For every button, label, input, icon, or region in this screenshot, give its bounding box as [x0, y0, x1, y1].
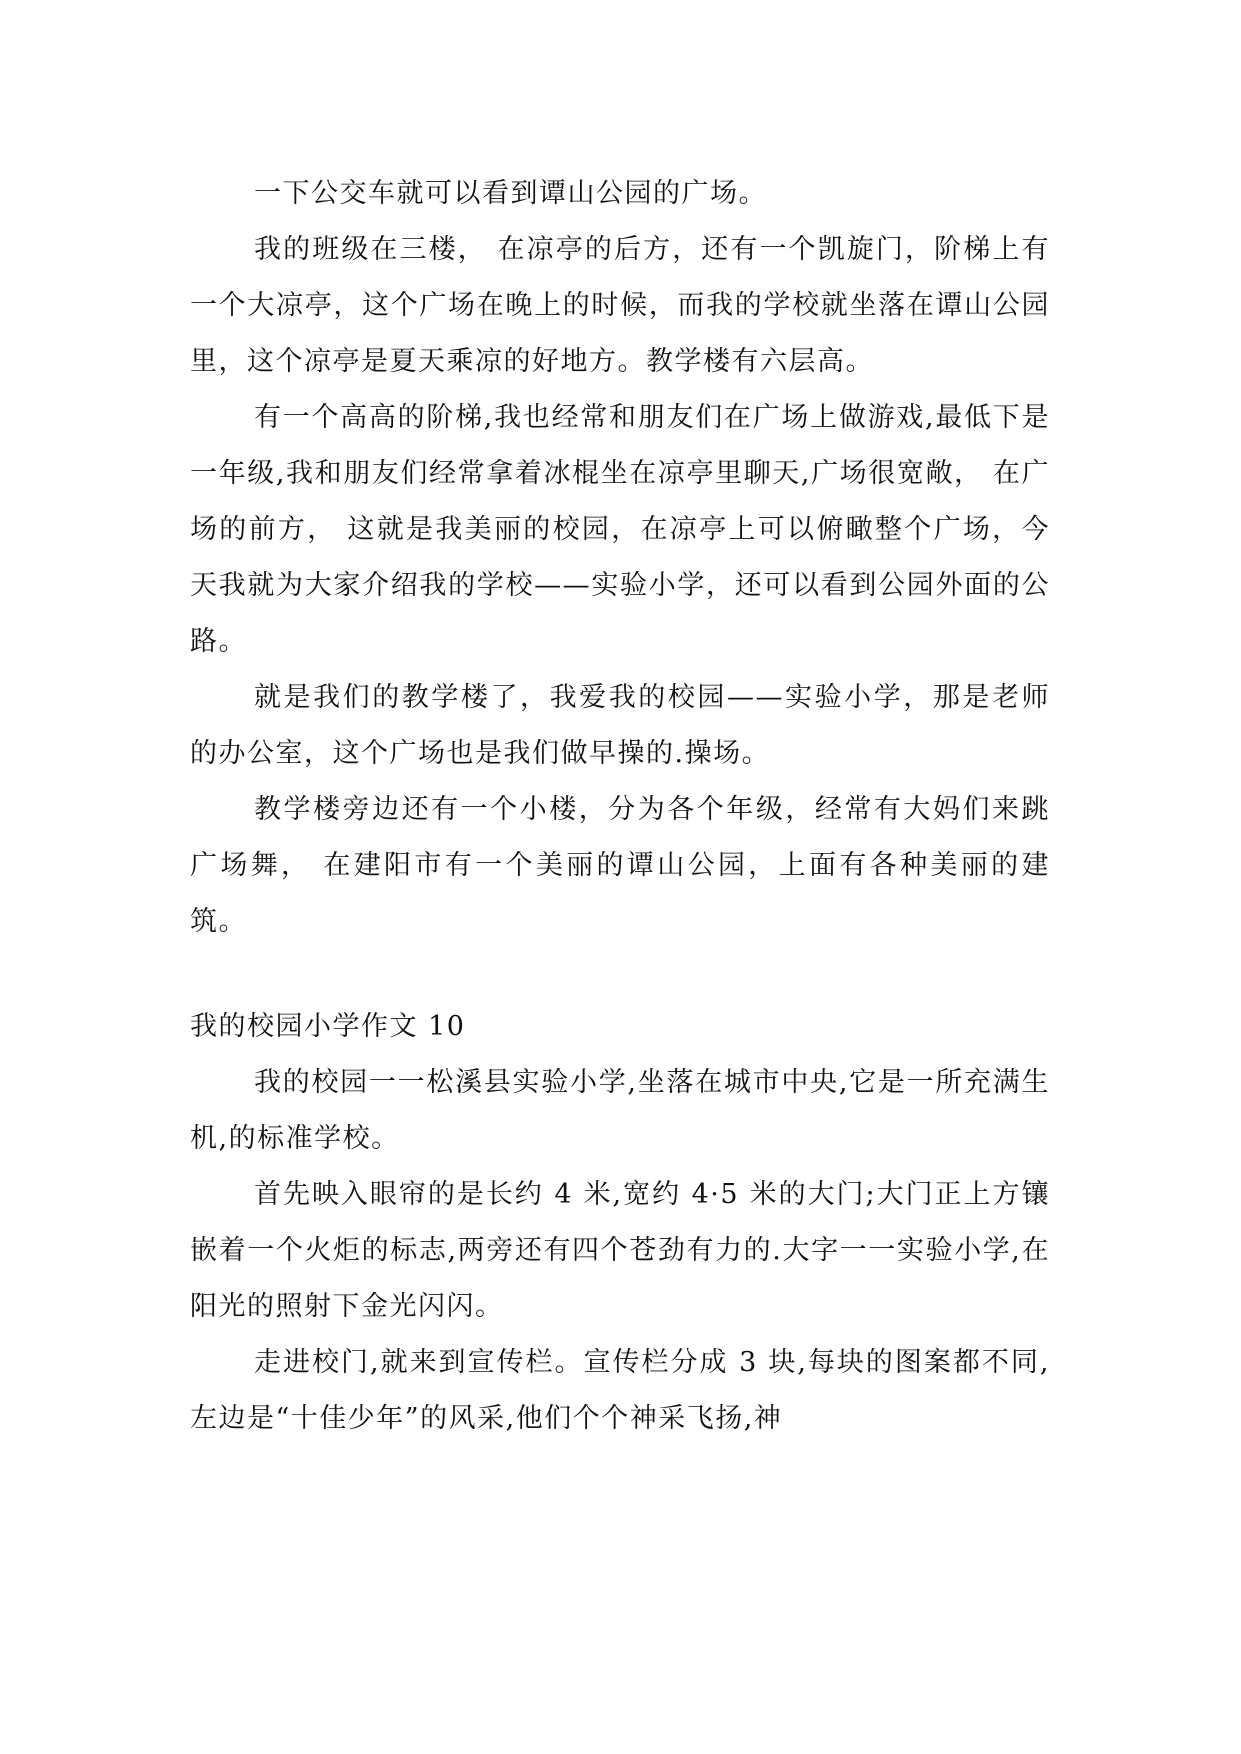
- document-body: [190, 166, 1050, 1447]
- paragraph-2: 我的班级在三楼， 在凉亭的后方，还有一个凯旋门，阶梯上有一个大凉亭，这个广场在晚上的时候，而我的学校就坐落在谭山公园里，这个凉亭是夏天乘凉的好地方。教学楼有六层高。: [190, 234, 1050, 377]
- paragraph-7: 首先映入眼帘的是长约 4 米,宽约 4·5 米的大门;大门正上方镶嵌着一个火炬的标志,两旁还有四个苍劲有力的.大字一一实验小学,在阳光的照射下金光闪闪。: [190, 1179, 1050, 1322]
- paragraph-8: 走进校门,就来到宣传栏。宣传栏分成 3 块,每块的图案都不同,左边是“十佳少年”的风采,他们个个神采飞扬,神: [190, 1347, 1050, 1434]
- paragraph-3: 有一个高高的阶梯,我也经常和朋友们在广场上做游戏,最低下是一年级,我和朋友们经常拿着冰棍坐在凉亭里聊天,广场很宽敞， 在广场的前方， 这就是我美丽的校园，在凉亭上可以俯瞰整个广场，今天我就为大家介绍我的学校——实验小学，还可以看到公园外面的公路。: [190, 402, 1050, 657]
- paragraph-5: 教学楼旁边还有一个小楼，分为各个年级，经常有大妈们来跳广场舞， 在建阳市有一个美丽的谭山公园，上面有各种美丽的建筑。: [190, 794, 1050, 937]
- paragraph-6: 我的校园一一松溪县实验小学,坐落在城市中央,它是一所充满生机,的标准学校。: [190, 1067, 1050, 1154]
- paragraph-1: 一下公交车就可以看到谭山公园的广场。: [254, 178, 767, 209]
- paragraph-4: 就是我们的教学楼了，我爱我的校园——实验小学，那是老师的办公室，这个广场也是我们做早操的.操场。: [190, 682, 1050, 769]
- section-title: 我的校园小学作文 10: [190, 1011, 466, 1042]
